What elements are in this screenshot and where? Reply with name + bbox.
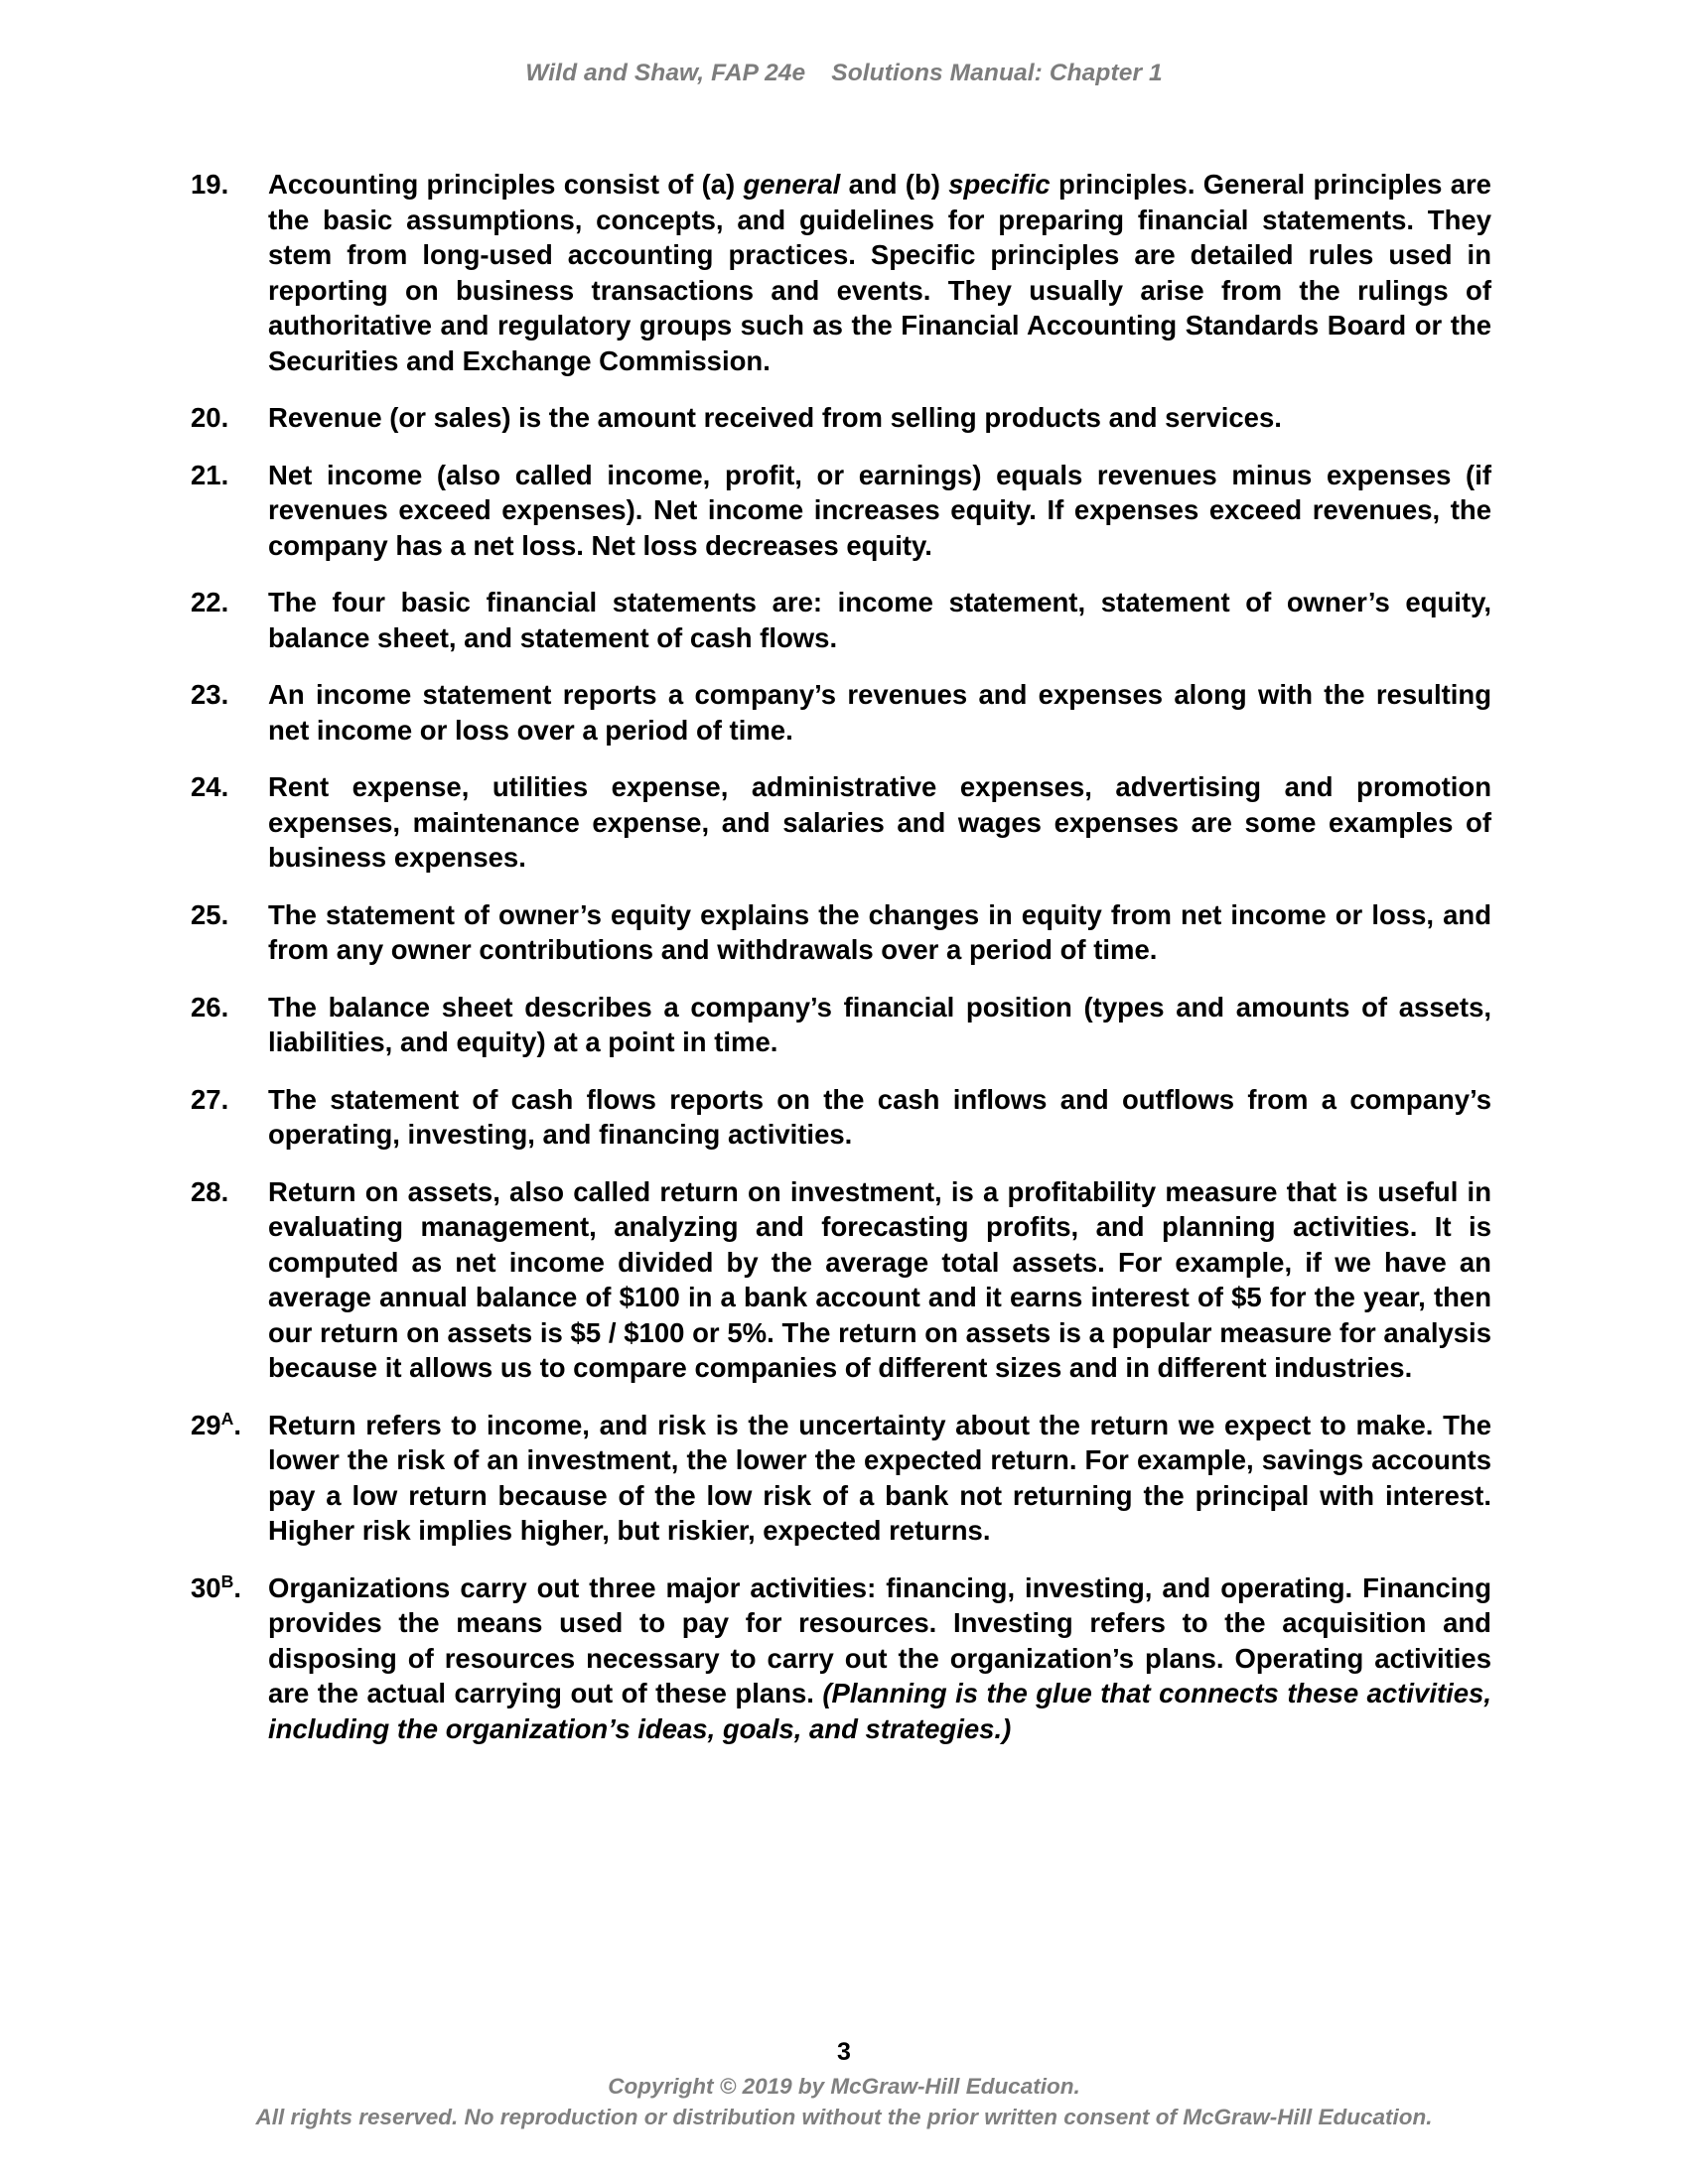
answer-item-number: 24. xyxy=(191,771,229,802)
copyright-line-1: Copyright © 2019 by McGraw-Hill Education. xyxy=(608,2074,1080,2099)
answer-item-number-superscript: A xyxy=(220,1408,234,1429)
answer-item-text: Rent expense, utilities expense, administrative expenses, advertising and promotion expenses, maintenance expense, and salaries and wages expenses are some examples of business expenses. xyxy=(268,771,1491,873)
answer-item-number: 27. xyxy=(191,1083,229,1115)
answer-item-number: 25. xyxy=(191,898,229,930)
page-number: 3 xyxy=(837,2038,851,2066)
answer-item xyxy=(191,769,1491,876)
answer-item xyxy=(191,990,1491,1060)
answer-item-number-superscript: B xyxy=(220,1570,234,1591)
answer-item xyxy=(191,1408,1491,1549)
running-head xyxy=(0,60,1688,87)
running-head-left: Wild and Shaw, FAP 24e xyxy=(525,60,806,86)
emphasis-text: specific xyxy=(948,169,1051,200)
answer-item-text: Return refers to income, and risk is the uncertainty about the return we expect to make. The lower the risk of an investment, the lower the expected return. For example, savings accounts pay a low return because of the low risk of a bank not returning the principal with interest. Higher risk implies higher, but riskier, expected returns. xyxy=(268,1409,1491,1546)
emphasis-text: general xyxy=(743,169,841,200)
answer-item xyxy=(191,1570,1491,1747)
answer-item-number: 22. xyxy=(191,587,229,617)
answer-item-text: Revenue (or sales) is the amount received from selling products and services. xyxy=(268,402,1282,433)
answer-item xyxy=(191,677,1491,748)
answer-item xyxy=(191,1174,1491,1386)
answer-item-number: 19. xyxy=(191,169,229,200)
running-head-right: Solutions Manual: Chapter 1 xyxy=(831,60,1163,86)
answer-item-text: The four basic financial statements are: income statement, statement of owner’s equity, balance sheet, and statement of cash flows. xyxy=(268,587,1491,653)
answer-item xyxy=(191,458,1491,564)
answer-item-text: An income statement reports a company’s revenues and expenses along with the resulting net income or loss over a period of time. xyxy=(268,679,1491,746)
answer-item-text: Return on assets, also called return on investment, is a profitability measure that is useful in evaluating management, analyzing and forecasting profits, and planning activities. It is computed as net income divided by the average total assets. For example, if we have an average annual balance of $100 in a bank account and it earns interest of $5 for the year, then our return on assets is $5 / $100 or 5%. The return on assets is a popular measure for analysis because it allows us to compare companies of different sizes and in different industries. xyxy=(268,1175,1491,1383)
answer-item xyxy=(191,167,1491,378)
answer-item-number: $29^A$. xyxy=(191,1408,241,1440)
answer-item xyxy=(191,585,1491,655)
answer-item-number: 28. xyxy=(191,1175,229,1207)
answer-item-number: $30^B$. xyxy=(191,1570,241,1603)
copyright-line-2: All rights reserved. No reproduction or distribution without the prior written consent of McGraw-Hill Education. xyxy=(255,2105,1433,2129)
answer-item xyxy=(191,897,1491,968)
answer-item-text: The balance sheet describes a company’s financial position (types and amounts of assets, liabilities, and equity) at a point in time. xyxy=(268,991,1491,1057)
answer-item-number: 21. xyxy=(191,459,229,490)
answer-item-text: The statement of cash flows reports on the cash inflows and outflows from a company’s operating, investing, and financing activities. xyxy=(268,1083,1491,1150)
answer-item-number: 20. xyxy=(191,402,229,433)
answer-item-text: Net income (also called income, profit, or earnings) equals revenues minus expenses (if revenues exceed expenses). Net income increases equity. If expenses exceed revenues, the company has a net loss. Net loss decreases equity. xyxy=(268,459,1491,561)
answer-item-text: Accounting principles consist of (a) general and (b) specific principles. General principles are the basic assumptions, concepts, and guidelines for preparing financial statements. They stem from long-used accounting practices. Specific principles are detailed rules used in reporting on business transactions and events. They usually arise from the rulings of authoritative and regulatory groups such as the Financial Accounting Standards Board or the Securities and Exchange Commission. xyxy=(268,169,1491,376)
emphasis-text: (Planning is the glue that connects these activities, including the organization’s ideas, goals, and strategies.) xyxy=(268,1678,1491,1744)
answer-list xyxy=(191,167,1491,1768)
answer-item xyxy=(191,1082,1491,1153)
page-footer xyxy=(0,2037,1688,2132)
answer-item-number: 26. xyxy=(191,991,229,1023)
answer-item xyxy=(191,400,1491,436)
answer-item-number: 23. xyxy=(191,679,229,710)
answer-item-text: The statement of owner’s equity explains the changes in equity from net income or loss, and from any owner contributions and withdrawals over a period of time. xyxy=(268,898,1491,965)
answer-item-text: Organizations carry out three major activities: financing, investing, and operating. Financing provides the means used to pay for resources. Investing refers to the acquisition and disposing of resources necessary to carry out the organization’s plans. Operating activities are the actual carrying out of these plans. (Planning is the glue that connects these activities, including the organization’s ideas, goals, and strategies.) xyxy=(268,1571,1491,1744)
